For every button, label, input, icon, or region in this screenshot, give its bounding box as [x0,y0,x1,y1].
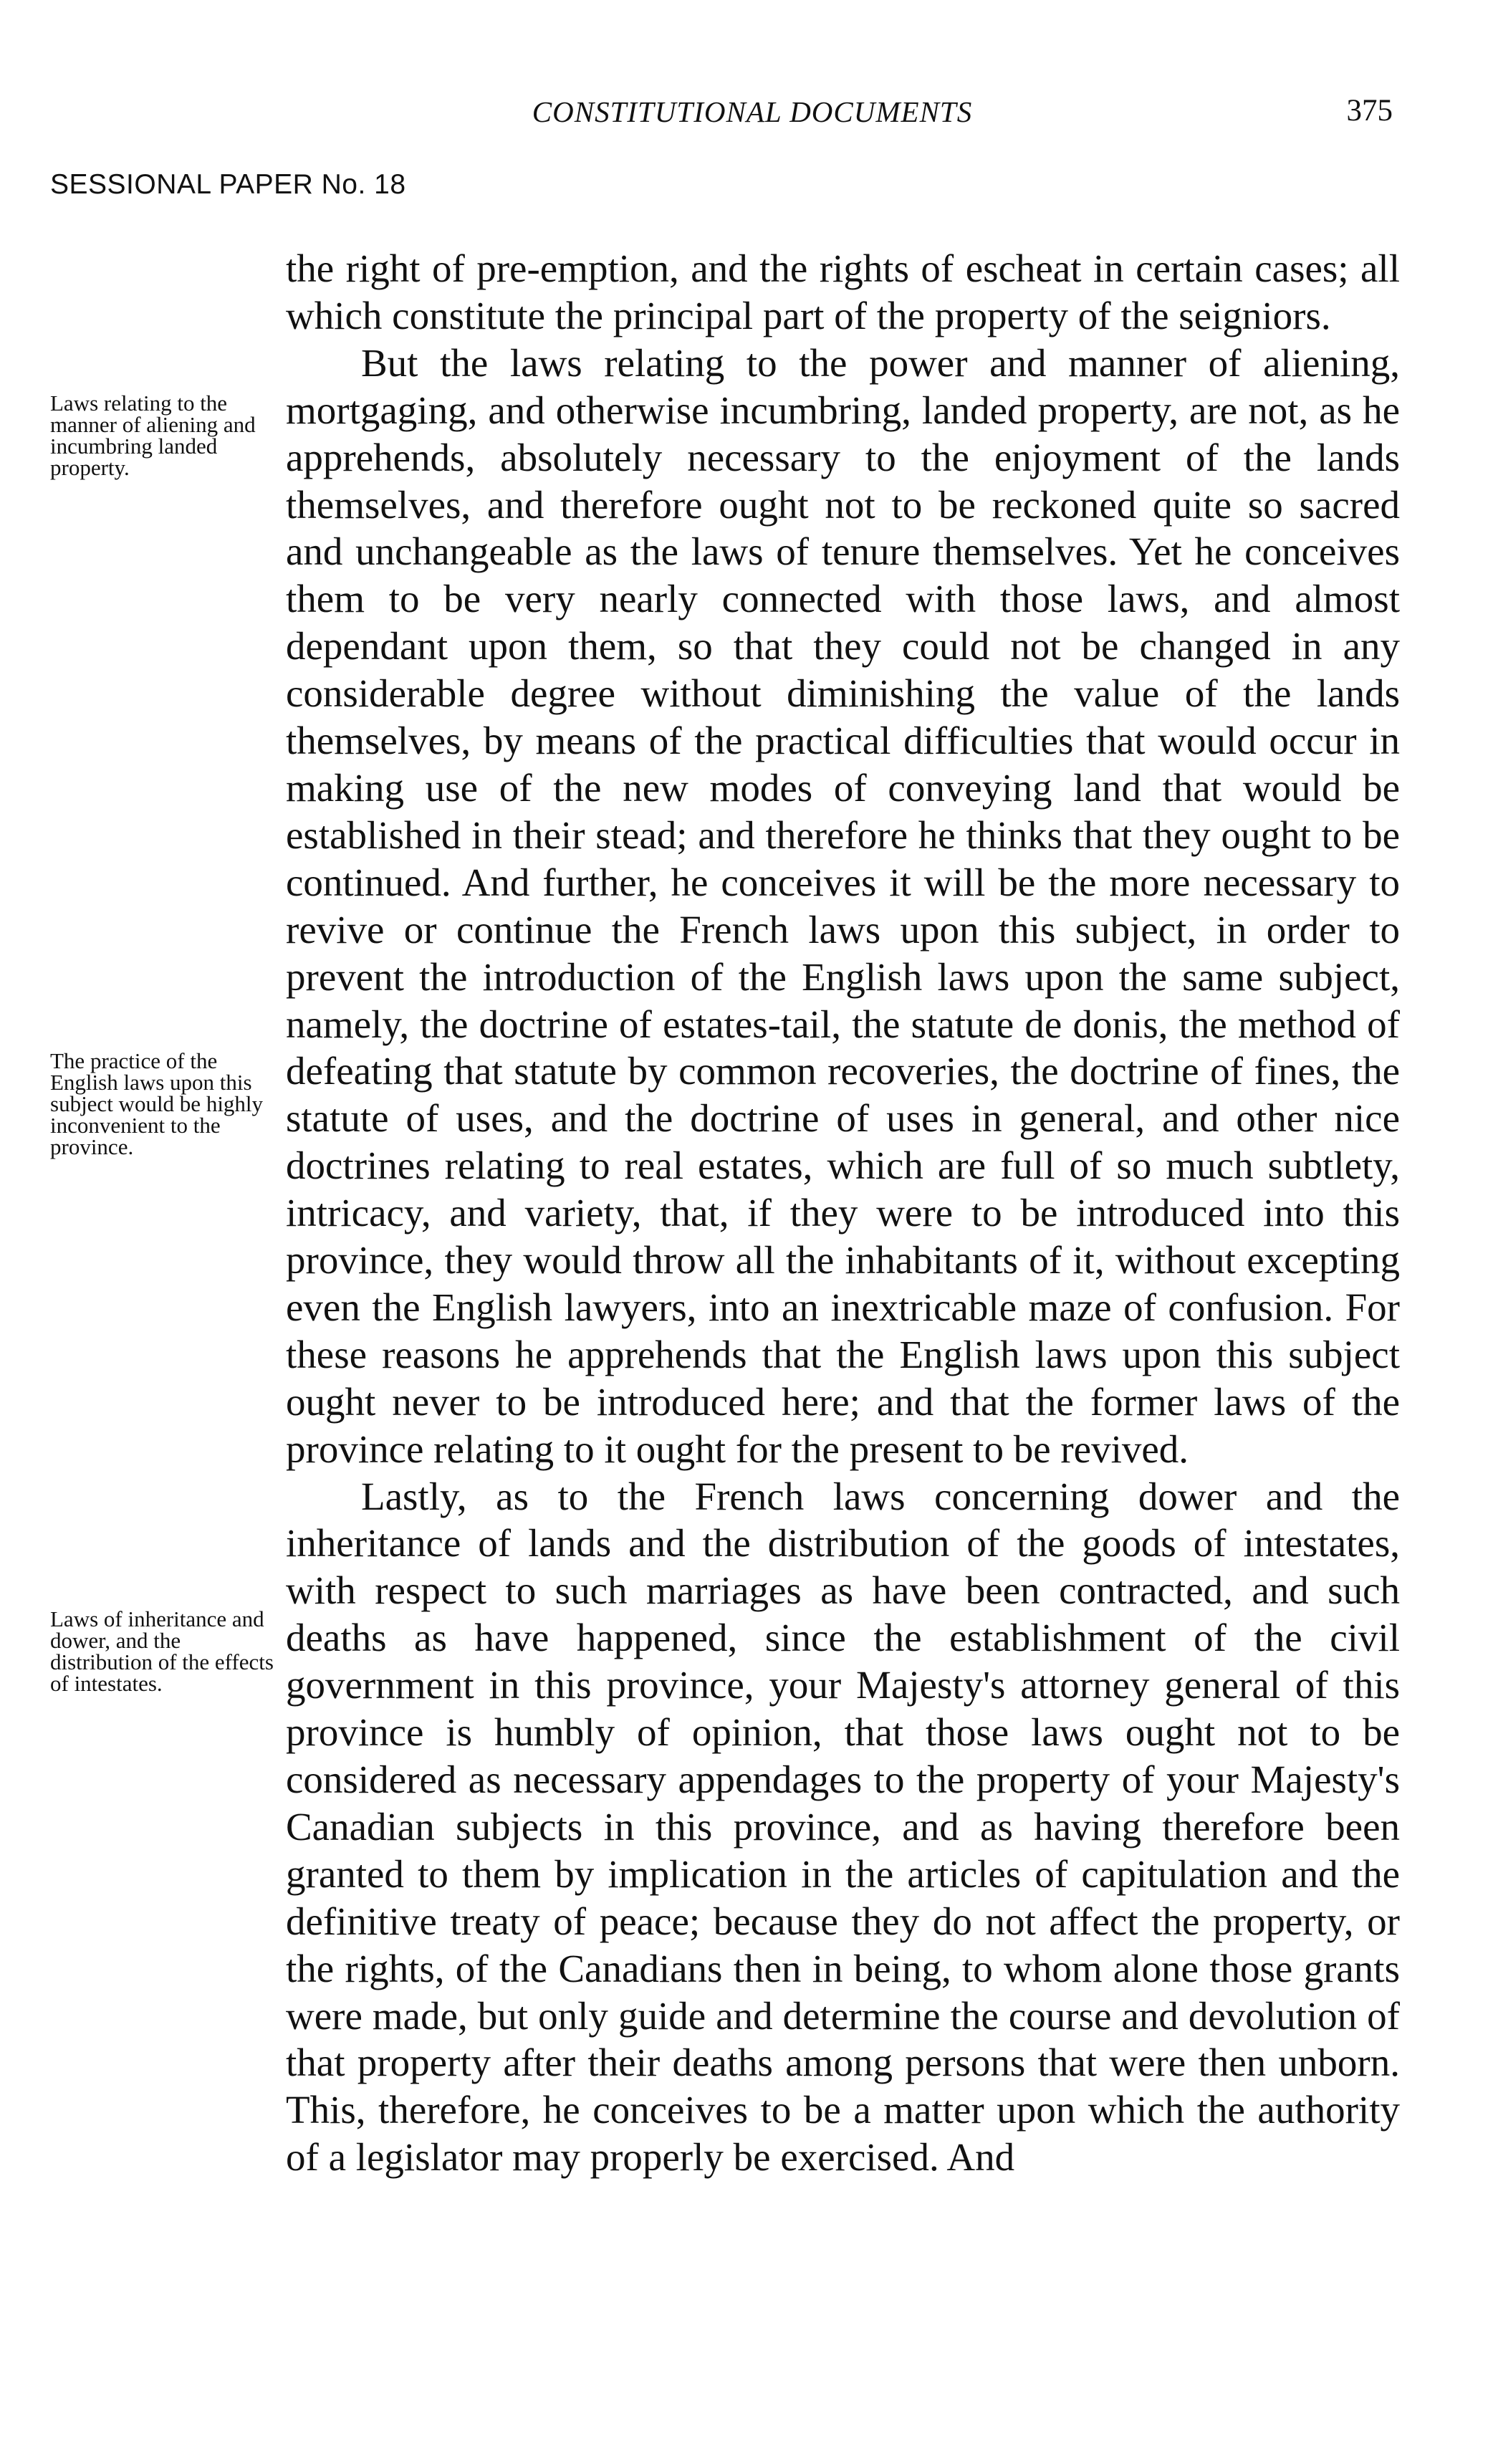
marginal-note-inheritance: Laws of inheritance and dower, and the distribution of the effects of intestates. [50,1606,274,1696]
page-number: 375 [1346,94,1393,128]
paragraph-aliening: But the laws relating to the power and manner of aliening, mortgaging, and otherwise incumbring, landed property, are not, as he apprehends, absolutely necessary to the enjoyment of the lands themselves, and therefore ought not to be reckoned quite so sacred and unchangeable as the laws of tenure themselves. Yet he conceives them to be very nearly connected with those laws, and almost dependant upon them, so that they could not be changed in any considerable degree without diminishing the value of the lands themselves, by means of the practical difficulties that would occur in making use of the new modes of conveying land that would be established in their stead; and therefore he thinks that they ought to be continued. And further, he conceives it will be the more necessary to revive or continue the French laws upon this subject, in order to prevent the introduction of the English laws upon the same subject, namely, the doctrine of estates-tail, the statute de donis, the method of defeating that statute by common recoveries, the doctrine of fines, the statute of uses, and the doctrine of uses in general, and other nice doctrines relating to real estates, which are full of so much subtlety, intricacy, and variety, that, if they were to be introduced into this province, they would throw all the inhabitants of it, without excepting even the English lawyers, into an inextricable maze of confusion. For these reasons he apprehends that the English laws upon this subject ought never to be introduced here; and that the former laws of the province relating to it ought for the present to be revived. [286,340,1400,1471]
sessional-paper-label: SESSIONAL PAPER No. 18 [50,169,406,200]
body-text [286,245,1400,2181]
marginal-note-aliening: Laws relating to the manner of aliening and incumbring landed property. [50,390,256,480]
paragraph-continuation: the right of pre-emption, and the rights of escheat in certain cases; all which constitute the principal part of the property of the seigniors. [286,246,1400,337]
marginal-note-english-practice: The practice of the English laws upon this subject would be highly inconvenient to the province. [50,1048,264,1159]
running-title: CONSTITUTIONAL DOCUMENTS [532,95,973,128]
paragraph-inheritance: Lastly, as to the French laws concerning dower and the inheritance of lands and the distribution of the goods of intestates, with respect to such marriages as have been contracted, and such deaths as have happened, since the establishment of the civil government in this province, your Majesty's attorney general of this province is humbly of opinion, that those laws ought not to be considered as necessary appendages to the property of your Majesty's Canadian subjects in this province, and as having therefore been granted to them by implication in the articles of capitulation and the definitive treaty of peace; because they do not affect the property, or the rights, of the Canadians then in being, to whom alone those grants were made, but only guide and determine the course and devolution of that property after their deaths among persons that were then unborn. This, therefore, he conceives to be a matter upon which the authority of a legislator may properly be exercised. And [286,1474,1400,2180]
